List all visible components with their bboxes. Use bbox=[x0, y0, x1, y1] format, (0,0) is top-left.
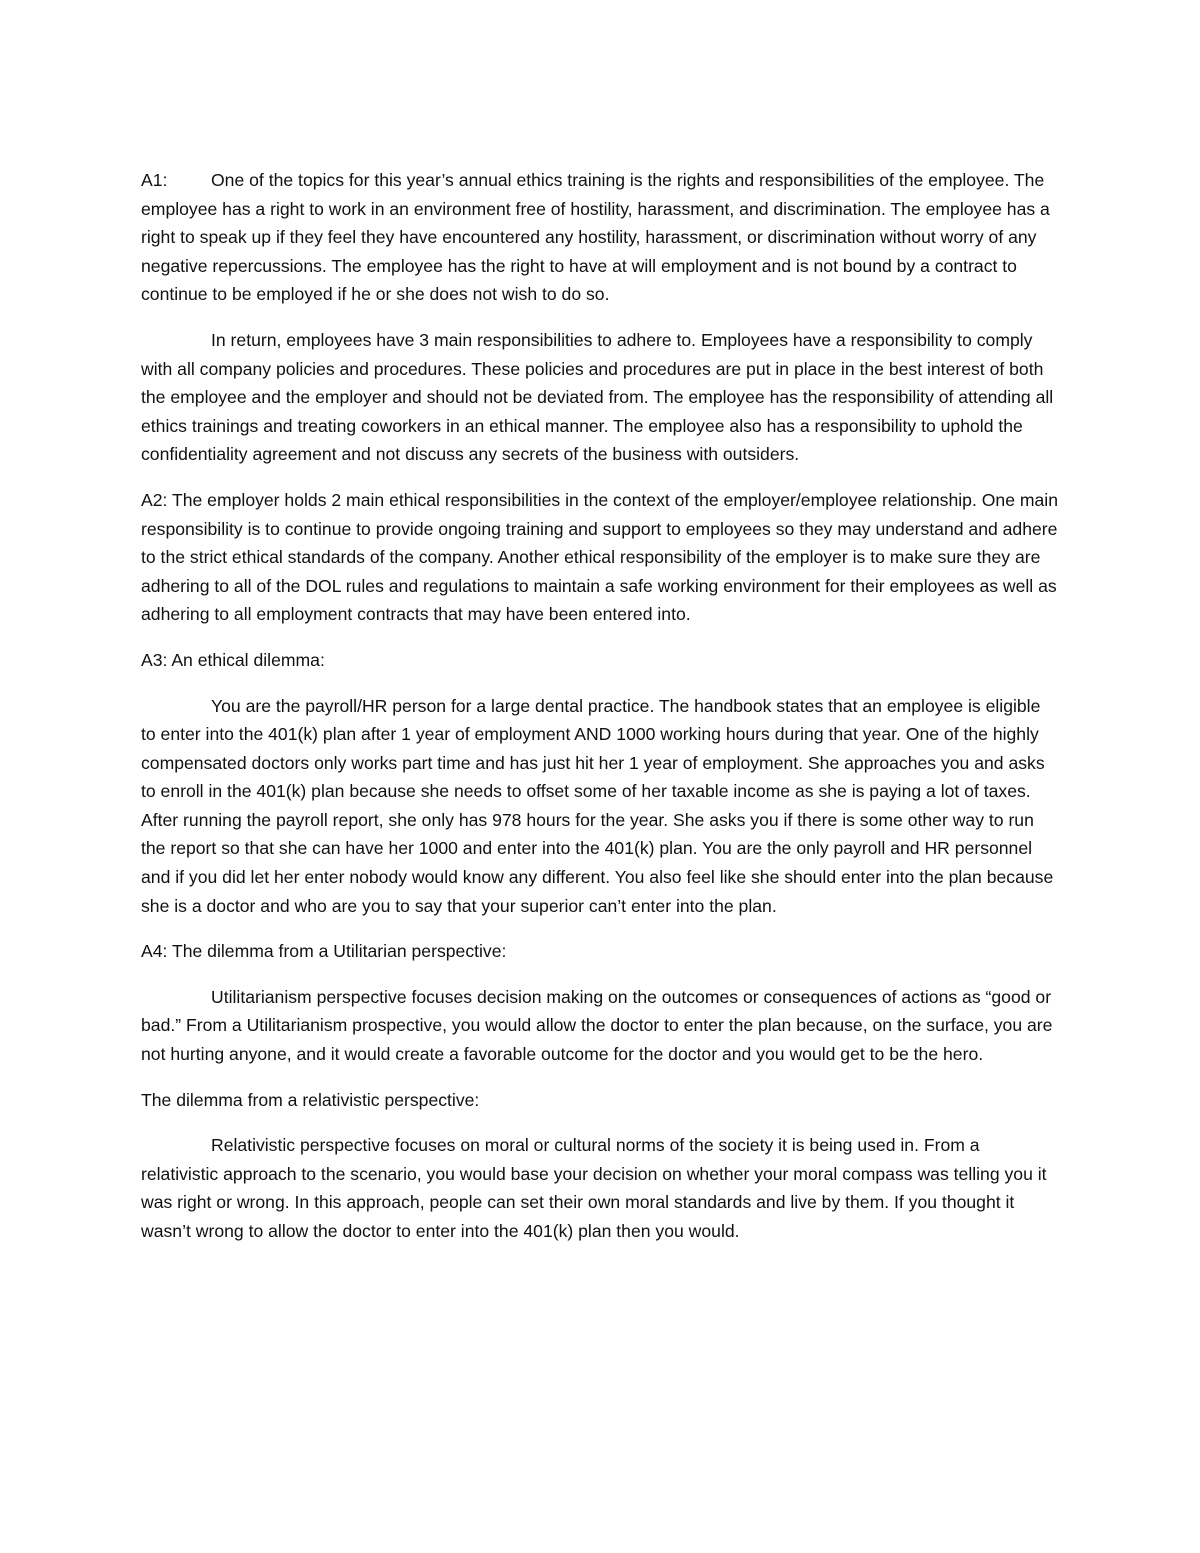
a1-intro-text: One of the topics for this year’s annual ethics training is the rights and responsibilities of the employee. The employee has a right to work in an environment free of hostility, harassment, and discrimination. The employee has a right to speak up if they feel they have encountered any hostility, harassment, or discrimination without worry of any negative repercussions. The employee has the right to have at will employment and is not bound by a contract to continue to be employed if he or she does not wish to do so. bbox=[141, 170, 1050, 305]
a4-utilitarian-paragraph: Utilitarianism perspective focuses decision making on the outcomes or consequences of actions as “good or bad.” From a Utilitarianism prospective, you would allow the doctor to enter the plan because, on the surface, you are not hurting anyone, and it would create a favorable outcome for the doctor and you would get to be the hero. bbox=[141, 986, 1053, 1065]
document-page bbox=[141, 166, 1059, 1263]
a1-responsibilities-paragraph: In return, employees have 3 main responsibilities to adhere to. Employees have a responsibility to comply with all company policies and procedures. These policies and procedures are put in place in the best interest of both the employee and the employer and should not be deviated from. The employee has the responsibility of attending all ethics trainings and treating coworkers in an ethical manner. The employee also has a responsibility to uphold the confidentiality agreement and not discuss any secrets of the business with outsiders. bbox=[141, 329, 1054, 465]
a1-label: A1: bbox=[141, 170, 168, 190]
a4-relativistic-paragraph: Relativistic perspective focuses on moral or cultural norms of the society it is being used in. From a relativistic approach to the scenario, you would base your decision on whether your moral compass was telling you it was right or wrong. In this approach, people can set their own moral standards and live by them. If you thought it wasn’t wrong to allow the doctor to enter into the 401(k) plan then you would. bbox=[141, 1135, 1047, 1241]
a2-paragraph: A2: The employer holds 2 main ethical responsibilities in the context of the employer/employee relationship. One main responsibility is to continue to provide ongoing training and support to employees so they may understand and adhere to the strict ethical standards of the company. Another ethical responsibility of the employer is to make sure they are adhering to all of the DOL rules and regulations to maintain a safe working environment for their employees as well as adhering to all employment contracts that may have been entered into. bbox=[141, 489, 1058, 625]
a4-relativistic-heading: The dilemma from a relativistic perspective: bbox=[141, 1089, 480, 1110]
a1-paragraph bbox=[141, 166, 1059, 309]
a3-scenario-paragraph: You are the payroll/HR person for a large dental practice. The handbook states that an employee is eligible to enter into the 401(k) plan after 1 year of employment AND 1000 working hours during that year. One of the highly compensated doctors only works part time and has just hit her 1 year of employment. She approaches you and asks to enroll in the 401(k) plan because she needs to offset some of her taxable income as she is paying a lot of taxes. After running the payroll report, she only has 978 hours for the year. She asks you if there is some other way to run the report so that she can have her 1000 and enter into the 401(k) plan. You are the only payroll and HR personnel and if you did let her enter nobody would know any different. You also feel like she should enter into the plan because she is a doctor and who are you to say that your superior can’t enter into the plan. bbox=[141, 695, 1054, 916]
a4-utilitarian-heading: A4: The dilemma from a Utilitarian perspective: bbox=[141, 941, 507, 962]
a3-heading: A3: An ethical dilemma: bbox=[141, 649, 325, 670]
